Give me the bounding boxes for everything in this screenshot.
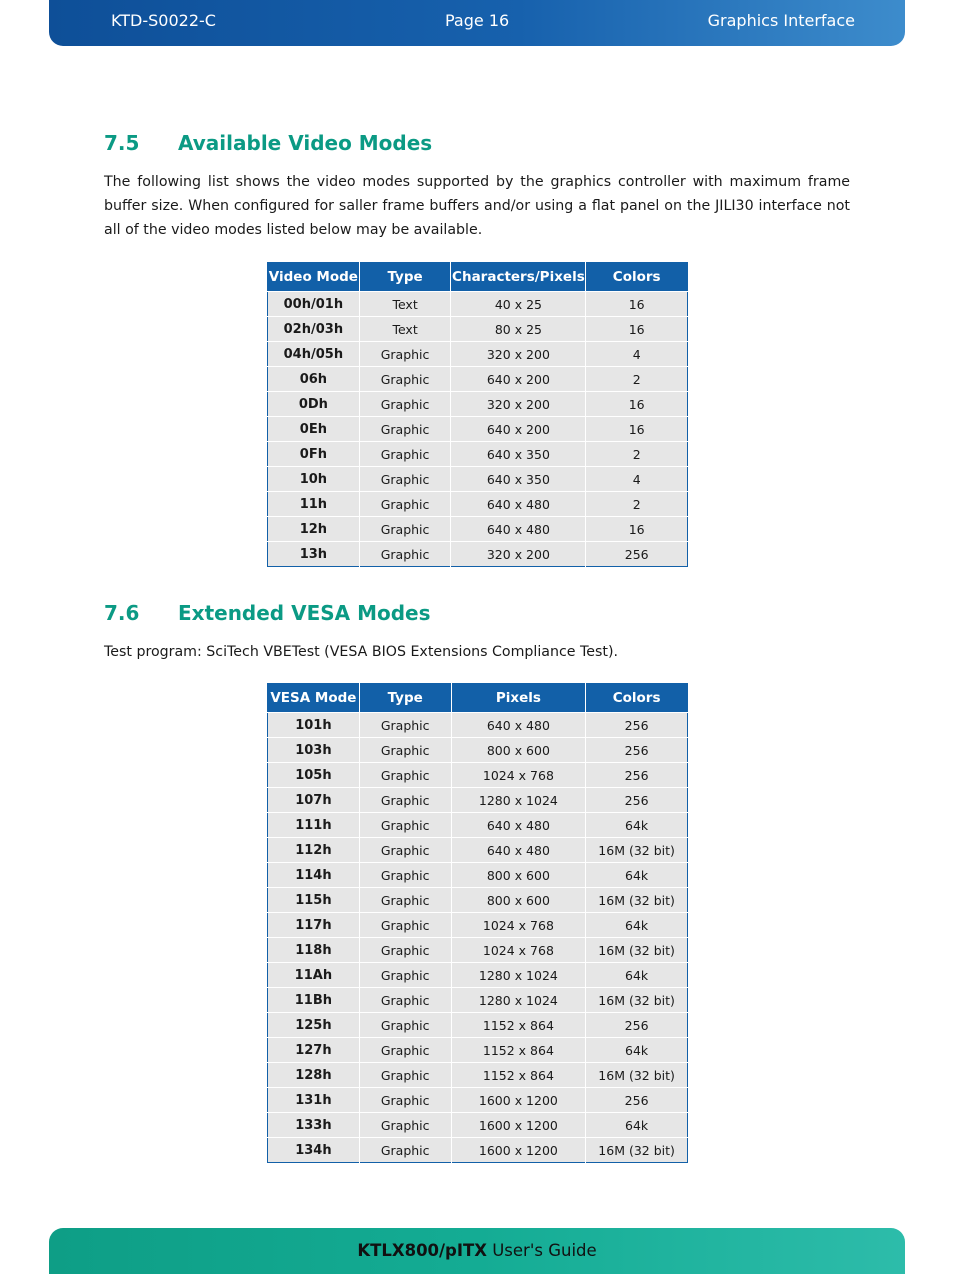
table-cell: 1152 x 864 <box>451 1038 586 1063</box>
table-cell: Graphic <box>359 913 451 938</box>
table-cell: 64k <box>586 1113 688 1138</box>
table-cell: 13h <box>268 542 360 567</box>
table-cell: 127h <box>268 1038 360 1063</box>
table-row <box>268 738 688 763</box>
table-cell: 320 x 200 <box>451 542 586 567</box>
column-header: Colors <box>586 684 688 713</box>
table-cell: 16M (32 bit) <box>586 888 688 913</box>
table-cell: Graphic <box>359 938 451 963</box>
table-cell: 1024 x 768 <box>451 938 586 963</box>
table-cell: Graphic <box>359 1113 451 1138</box>
table-cell: 640 x 480 <box>451 813 586 838</box>
table-cell: 640 x 480 <box>451 492 586 517</box>
table-cell: Graphic <box>359 963 451 988</box>
table-cell: 112h <box>268 838 360 863</box>
table-row <box>268 392 688 417</box>
table-row <box>268 492 688 517</box>
table-cell: 115h <box>268 888 360 913</box>
table-cell: Graphic <box>359 392 451 417</box>
table-row <box>268 317 688 342</box>
table-cell: 256 <box>586 542 688 567</box>
table-cell: Graphic <box>359 763 451 788</box>
table-cell: 2 <box>586 442 688 467</box>
table-cell: 640 x 480 <box>451 517 586 542</box>
table-cell: 0Dh <box>268 392 360 417</box>
table-cell: 11Ah <box>268 963 360 988</box>
table-cell: 64k <box>586 863 688 888</box>
table-row <box>268 1013 688 1038</box>
guide-label: User's Guide <box>486 1241 597 1260</box>
table-cell: Graphic <box>359 442 451 467</box>
table-cell: Graphic <box>359 492 451 517</box>
table-cell: 80 x 25 <box>451 317 586 342</box>
table-row <box>268 813 688 838</box>
table-cell: 125h <box>268 1013 360 1038</box>
table-cell: 256 <box>586 738 688 763</box>
table-row <box>268 1138 688 1163</box>
table-cell: 640 x 480 <box>451 838 586 863</box>
section-paragraph: Test program: SciTech VBETest (VESA BIOS Extensions Compliance Test). <box>104 644 619 660</box>
column-header: VESA Mode <box>268 684 360 713</box>
table-cell: 16M (32 bit) <box>586 838 688 863</box>
table-cell: 640 x 200 <box>451 367 586 392</box>
table-cell: 134h <box>268 1138 360 1163</box>
table-cell: 640 x 200 <box>451 417 586 442</box>
table-cell: 16 <box>586 417 688 442</box>
table-row <box>268 467 688 492</box>
section-title: Extended VESA Modes <box>178 601 431 625</box>
vesa-modes-table <box>267 683 688 1163</box>
table-cell: Graphic <box>359 517 451 542</box>
table-cell: 640 x 480 <box>451 713 586 738</box>
table-row <box>268 342 688 367</box>
table-row <box>268 713 688 738</box>
table-cell: 16 <box>586 517 688 542</box>
table-cell: 1152 x 864 <box>451 1013 586 1038</box>
table-cell: Graphic <box>359 813 451 838</box>
table-cell: 1600 x 1200 <box>451 1113 586 1138</box>
table-cell: 64k <box>586 1038 688 1063</box>
table-row <box>268 417 688 442</box>
table-cell: 16 <box>586 392 688 417</box>
column-header: Type <box>359 684 451 713</box>
table-cell: 105h <box>268 763 360 788</box>
table-cell: 800 x 600 <box>451 738 586 763</box>
table-header-row <box>268 684 688 713</box>
table-cell: Graphic <box>359 713 451 738</box>
table-cell: 107h <box>268 788 360 813</box>
table-row <box>268 1113 688 1138</box>
table-cell: Text <box>359 317 451 342</box>
table-cell: Graphic <box>359 838 451 863</box>
table-row <box>268 763 688 788</box>
section-heading-video-modes <box>104 131 432 155</box>
table-cell: 256 <box>586 713 688 738</box>
table-cell: Graphic <box>359 342 451 367</box>
section-number: 7.5 <box>104 131 140 155</box>
table-cell: 16 <box>586 317 688 342</box>
table-row <box>268 517 688 542</box>
table-cell: 00h/01h <box>268 292 360 317</box>
table-row <box>268 838 688 863</box>
table-cell: Graphic <box>359 1038 451 1063</box>
table-cell: 16M (32 bit) <box>586 988 688 1013</box>
table-cell: 111h <box>268 813 360 838</box>
table-cell: 64k <box>586 963 688 988</box>
table-cell: Graphic <box>359 863 451 888</box>
table-cell: 117h <box>268 913 360 938</box>
table-cell: 06h <box>268 367 360 392</box>
column-header: Characters/Pixels <box>451 263 586 292</box>
table-cell: 131h <box>268 1088 360 1113</box>
table-cell: 320 x 200 <box>451 342 586 367</box>
table-row <box>268 1038 688 1063</box>
table-cell: 2 <box>586 492 688 517</box>
table-cell: 1280 x 1024 <box>451 988 586 1013</box>
table-cell: Graphic <box>359 1138 451 1163</box>
table-cell: Graphic <box>359 367 451 392</box>
column-header: Colors <box>586 263 688 292</box>
table-cell: 0Fh <box>268 442 360 467</box>
table-cell: Graphic <box>359 542 451 567</box>
table-cell: 10h <box>268 467 360 492</box>
table-cell: 114h <box>268 863 360 888</box>
table-row <box>268 1088 688 1113</box>
page-header <box>49 0 905 46</box>
table-cell: 1600 x 1200 <box>451 1088 586 1113</box>
table-row <box>268 367 688 392</box>
table-row <box>268 913 688 938</box>
table-row <box>268 442 688 467</box>
table-cell: 256 <box>586 763 688 788</box>
section-number: 7.6 <box>104 601 140 625</box>
section-paragraph: The following list shows the video modes supported by the graphics controller with maximum frame buffer size. When configured for saller frame buffers and/or using a flat panel on the JILI30 interface not all of the video modes listed below may be available. <box>104 174 850 238</box>
table-cell: 1280 x 1024 <box>451 788 586 813</box>
chapter-title: Graphics Interface <box>707 11 855 30</box>
table-row <box>268 788 688 813</box>
table-row <box>268 292 688 317</box>
table-cell: 118h <box>268 938 360 963</box>
section-heading-vesa-modes <box>104 601 431 625</box>
table-row <box>268 988 688 1013</box>
table-cell: Graphic <box>359 888 451 913</box>
table-row <box>268 1063 688 1088</box>
page-number: Page 16 <box>445 11 510 30</box>
table-cell: 2 <box>586 367 688 392</box>
table-cell: 64k <box>586 913 688 938</box>
table-row <box>268 863 688 888</box>
table-cell: Graphic <box>359 1013 451 1038</box>
table-cell: 640 x 350 <box>451 467 586 492</box>
section-title: Available Video Modes <box>178 131 433 155</box>
table-cell: 1600 x 1200 <box>451 1138 586 1163</box>
table-cell: 4 <box>586 467 688 492</box>
table-cell: 11Bh <box>268 988 360 1013</box>
table-cell: 103h <box>268 738 360 763</box>
table-cell: Graphic <box>359 1063 451 1088</box>
table-header-row <box>268 263 688 292</box>
table-cell: Graphic <box>359 788 451 813</box>
table-cell: 40 x 25 <box>451 292 586 317</box>
table-row <box>268 938 688 963</box>
table-cell: 16M (32 bit) <box>586 938 688 963</box>
table-cell: 256 <box>586 1013 688 1038</box>
table-cell: 04h/05h <box>268 342 360 367</box>
table-cell: 4 <box>586 342 688 367</box>
table-cell: 1024 x 768 <box>451 913 586 938</box>
table-cell: Graphic <box>359 1088 451 1113</box>
product-name: KTLX800/pITX <box>357 1241 487 1260</box>
column-header: Video Mode <box>268 263 360 292</box>
page-footer <box>49 1228 905 1274</box>
table-cell: 16M (32 bit) <box>586 1063 688 1088</box>
table-cell: 256 <box>586 1088 688 1113</box>
table-row <box>268 542 688 567</box>
table-cell: Graphic <box>359 738 451 763</box>
table-cell: 64k <box>586 813 688 838</box>
table-cell: 640 x 350 <box>451 442 586 467</box>
table-cell: 1280 x 1024 <box>451 963 586 988</box>
table-cell: 16 <box>586 292 688 317</box>
document-id: KTD-S0022-C <box>111 11 216 30</box>
footer-title <box>49 1241 905 1260</box>
table-row <box>268 963 688 988</box>
column-header: Type <box>359 263 451 292</box>
table-cell: 11h <box>268 492 360 517</box>
table-cell: 1024 x 768 <box>451 763 586 788</box>
column-header: Pixels <box>451 684 586 713</box>
table-cell: Graphic <box>359 467 451 492</box>
table-cell: Graphic <box>359 988 451 1013</box>
table-cell: 16M (32 bit) <box>586 1138 688 1163</box>
table-row <box>268 888 688 913</box>
table-cell: 1152 x 864 <box>451 1063 586 1088</box>
table-cell: 0Eh <box>268 417 360 442</box>
table-cell: 101h <box>268 713 360 738</box>
table-cell: 256 <box>586 788 688 813</box>
video-modes-table <box>267 262 688 567</box>
table-cell: 12h <box>268 517 360 542</box>
table-cell: Graphic <box>359 417 451 442</box>
table-cell: 800 x 600 <box>451 863 586 888</box>
table-cell: 320 x 200 <box>451 392 586 417</box>
table-cell: 128h <box>268 1063 360 1088</box>
table-cell: 02h/03h <box>268 317 360 342</box>
table-cell: 800 x 600 <box>451 888 586 913</box>
table-cell: Text <box>359 292 451 317</box>
table-cell: 133h <box>268 1113 360 1138</box>
